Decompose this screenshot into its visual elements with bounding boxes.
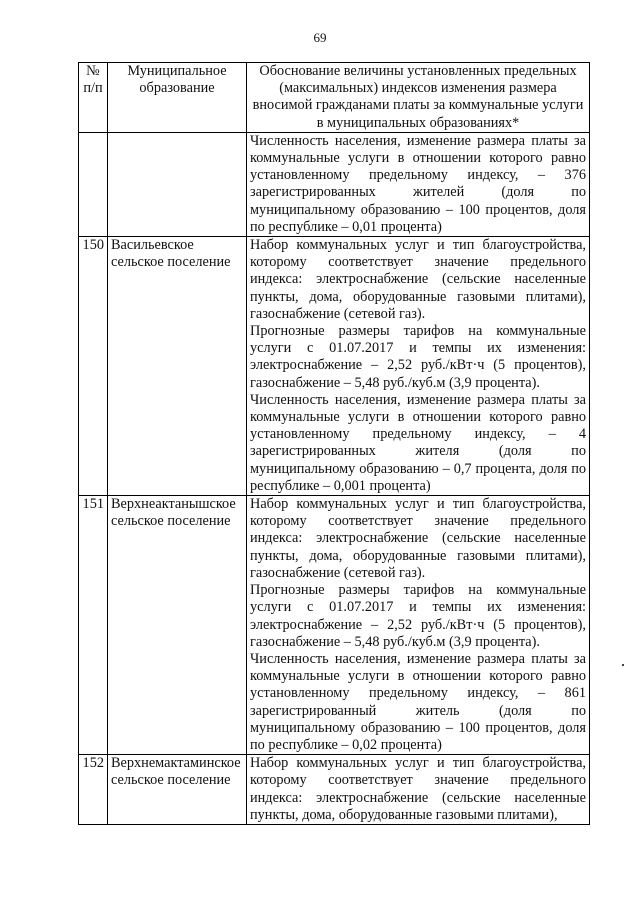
table-row xyxy=(79,132,590,236)
municipality-name: Верхнемактаминское сельское поселение xyxy=(108,755,247,825)
justification-paragraph: Численность населения, изменение размера платы за коммунальные услуги в отношении которого равно установленному предельному индексу, – 861 зарегистрированный житель (доля по муниципальному образованию – 100 процентов, доля по республике – 0,02 процента) xyxy=(250,650,586,753)
header-number: № п/п xyxy=(79,63,108,133)
row-number: 152 xyxy=(79,755,108,825)
justification-paragraph: Численность населения, изменение размера платы за коммунальные услуги в отношении которого равно установленному предельному индексу, – 4 зарегистрированных жителя (доля по муниципальному образованию – 0,7 процента, доля по республике – 0,001 процента) xyxy=(250,391,586,494)
justification-paragraph: Прогнозные размеры тарифов на коммунальные услуги с 01.07.2017 и темпы их изменения: электроснабжение – 2,52 руб./кВт·ч (5 процентов), газоснабжение – 5,48 руб./куб.м (3,9 процента). xyxy=(250,323,586,391)
municipality-name xyxy=(108,132,247,236)
scan-speck xyxy=(622,664,624,666)
justification-cell xyxy=(247,496,590,755)
justification-paragraph: Набор коммунальных услуг и тип благоустройства, которому соответствует значение предельного индекса: электроснабжение (сельские населенные пункты, дома, оборудованные газовыми плитами), газоснабжение (сетевой газ). xyxy=(250,237,586,322)
table-row xyxy=(79,237,590,496)
row-number: 151 xyxy=(79,496,108,755)
justification-cell xyxy=(247,237,590,496)
justification-paragraph: Набор коммунальных услуг и тип благоустройства, которому соответствует значение предельного индекса: электроснабжение (сельские населенные пункты, дома, оборудованные газовыми плитами), xyxy=(250,755,586,823)
header-municipality: Муниципальное образование xyxy=(108,63,247,133)
justification-cell xyxy=(247,132,590,236)
header-justification: Обоснование величины установленных предельных (максимальных) индексов изменения размера вносимой гражданами платы за коммунальные услуги в муниципальных образованиях* xyxy=(247,63,590,133)
table-header-row xyxy=(79,63,590,133)
justification-paragraph: Численность населения, изменение размера платы за коммунальные услуги в отношении которого равно установленному предельному индексу, – 376 зарегистрированных жителей (доля по муниципальному образованию – 100 процентов, доля по республике – 0,01 процента) xyxy=(250,132,586,235)
justification-paragraph: Набор коммунальных услуг и тип благоустройства, которому соответствует значение предельного индекса: электроснабжение (сельские населенные пункты, дома, оборудованные газовыми плитами), газоснабжение (сетевой газ). xyxy=(250,496,586,581)
table-row xyxy=(79,755,590,825)
municipality-name: Верхнеактанышское сельское поселение xyxy=(108,496,247,755)
tariff-index-table xyxy=(78,62,590,825)
row-number: 150 xyxy=(79,237,108,496)
table-row xyxy=(79,496,590,755)
justification-cell xyxy=(247,755,590,825)
page-number: 69 xyxy=(313,30,327,45)
justification-paragraph: Прогнозные размеры тарифов на коммунальные услуги с 01.07.2017 и темпы их изменения: электроснабжение – 2,52 руб./кВт·ч (5 процентов), газоснабжение – 5,48 руб./куб.м (3,9 процента). xyxy=(250,582,586,650)
row-number xyxy=(79,132,108,236)
municipality-name: Васильевское сельское поселение xyxy=(108,237,247,496)
